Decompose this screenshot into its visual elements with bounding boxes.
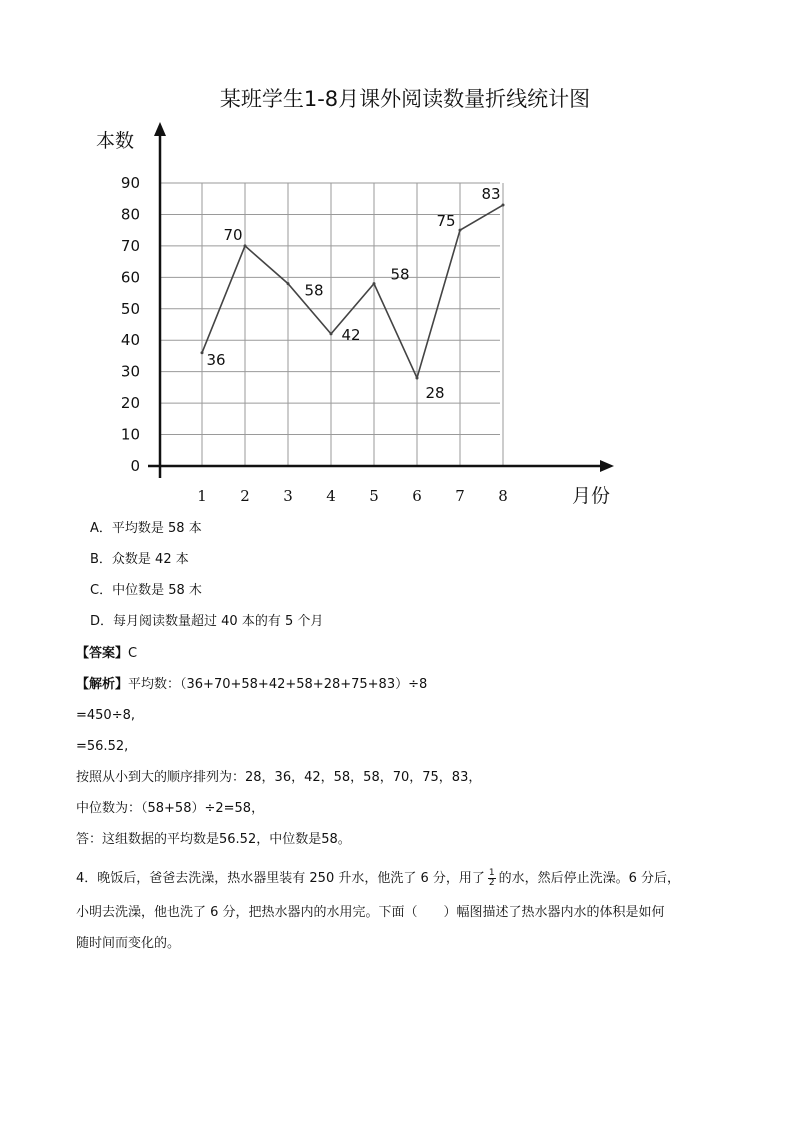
y-tick-label: 40 bbox=[120, 331, 140, 350]
x-tick-label: 6 bbox=[412, 487, 422, 505]
y-tick-label: 70 bbox=[120, 236, 140, 255]
data-label: 58 bbox=[304, 281, 324, 300]
data-point bbox=[459, 229, 462, 232]
data-label: 58 bbox=[390, 265, 410, 284]
question-4-text-a: 4．晚饭后，爸爸去洗澡，热水器里装有 250 升水，他洗了 6 分，用了 bbox=[76, 871, 485, 886]
x-tick-label: 2 bbox=[240, 487, 250, 505]
y-tick-label: 0 bbox=[130, 457, 140, 475]
y-axis-title: 本数 bbox=[96, 130, 135, 152]
data-point bbox=[373, 282, 376, 285]
analysis-line-2: =450÷8, bbox=[76, 708, 136, 723]
question-4-line-3: 随时间而变化的。 bbox=[76, 936, 181, 951]
data-point bbox=[330, 332, 333, 335]
option-b: B．众数是 42 本 bbox=[90, 552, 189, 567]
y-axis-arrow bbox=[154, 122, 166, 136]
y-tick-label: 80 bbox=[120, 205, 140, 224]
data-point bbox=[244, 244, 247, 247]
analysis-line-5: 中位数为：（58+58）÷2=58， bbox=[76, 801, 265, 816]
y-tick-label: 50 bbox=[120, 299, 140, 318]
series-line bbox=[202, 205, 503, 378]
data-label: 36 bbox=[206, 350, 226, 369]
chart-title: 某班学生1-8月课外阅读数量折线统计图 bbox=[219, 87, 591, 111]
data-point bbox=[416, 376, 419, 379]
data-label: 83 bbox=[481, 185, 501, 204]
data-label: 70 bbox=[223, 225, 243, 244]
question-4-line-1 bbox=[76, 869, 680, 888]
x-tick-label: 8 bbox=[498, 487, 508, 505]
analysis-line-1 bbox=[76, 677, 427, 693]
option-d: D．每月阅读数量超过 40 本的有 5 个月 bbox=[90, 614, 324, 629]
analysis-line-4: 按照从小到大的顺序排列为：28，36，42，58，58，70，75，83， bbox=[76, 770, 482, 785]
x-tick-label: 3 bbox=[283, 487, 293, 505]
chart-series bbox=[201, 185, 505, 402]
data-label: 75 bbox=[436, 212, 456, 231]
data-point bbox=[287, 282, 290, 285]
y-tick-label: 60 bbox=[120, 268, 140, 287]
y-tick-label: 90 bbox=[120, 174, 140, 192]
y-tick-label: 10 bbox=[120, 425, 140, 444]
data-point bbox=[502, 204, 505, 207]
fraction-denominator: 2 bbox=[488, 878, 495, 888]
option-a: A．平均数是 58 本 bbox=[90, 521, 202, 536]
x-tick-label: 4 bbox=[326, 487, 336, 505]
y-tick-label: 30 bbox=[120, 362, 140, 381]
fraction bbox=[488, 869, 496, 888]
answer-label: 【答案】 bbox=[76, 646, 129, 661]
answer-line bbox=[76, 646, 137, 662]
x-axis-title: 月份 bbox=[572, 485, 611, 507]
analysis-line-6: 答：这组数据的平均数是56.52，中位数是58。 bbox=[76, 832, 351, 847]
x-tick-label: 7 bbox=[455, 487, 465, 505]
x-tick-label: 1 bbox=[197, 487, 207, 505]
analysis-text-1: 平均数：（36+70+58+42+58+28+75+83）÷8 bbox=[128, 677, 428, 692]
answer-value: C bbox=[128, 646, 138, 661]
question-4-line-2: 小明去洗澡，他也洗了 6 分，把热水器内的水用完。下面（ ）幅图描述了热水器内水的体积是如何 bbox=[76, 905, 665, 920]
data-point bbox=[201, 351, 204, 354]
question-4-text-b: 的水，然后停止洗澡。6 分后， bbox=[498, 871, 681, 886]
line-chart bbox=[0, 0, 794, 520]
x-tick-label: 5 bbox=[369, 487, 379, 505]
analysis-line-3: =56.52, bbox=[76, 739, 129, 754]
analysis-label: 【解析】 bbox=[76, 677, 129, 692]
fraction-numerator: 1 bbox=[488, 868, 495, 878]
y-tick-label: 20 bbox=[120, 394, 140, 413]
option-c: C．中位数是 58 木 bbox=[90, 583, 202, 598]
x-axis-arrow bbox=[600, 460, 614, 472]
data-label: 42 bbox=[341, 325, 361, 344]
data-label: 28 bbox=[425, 383, 445, 402]
